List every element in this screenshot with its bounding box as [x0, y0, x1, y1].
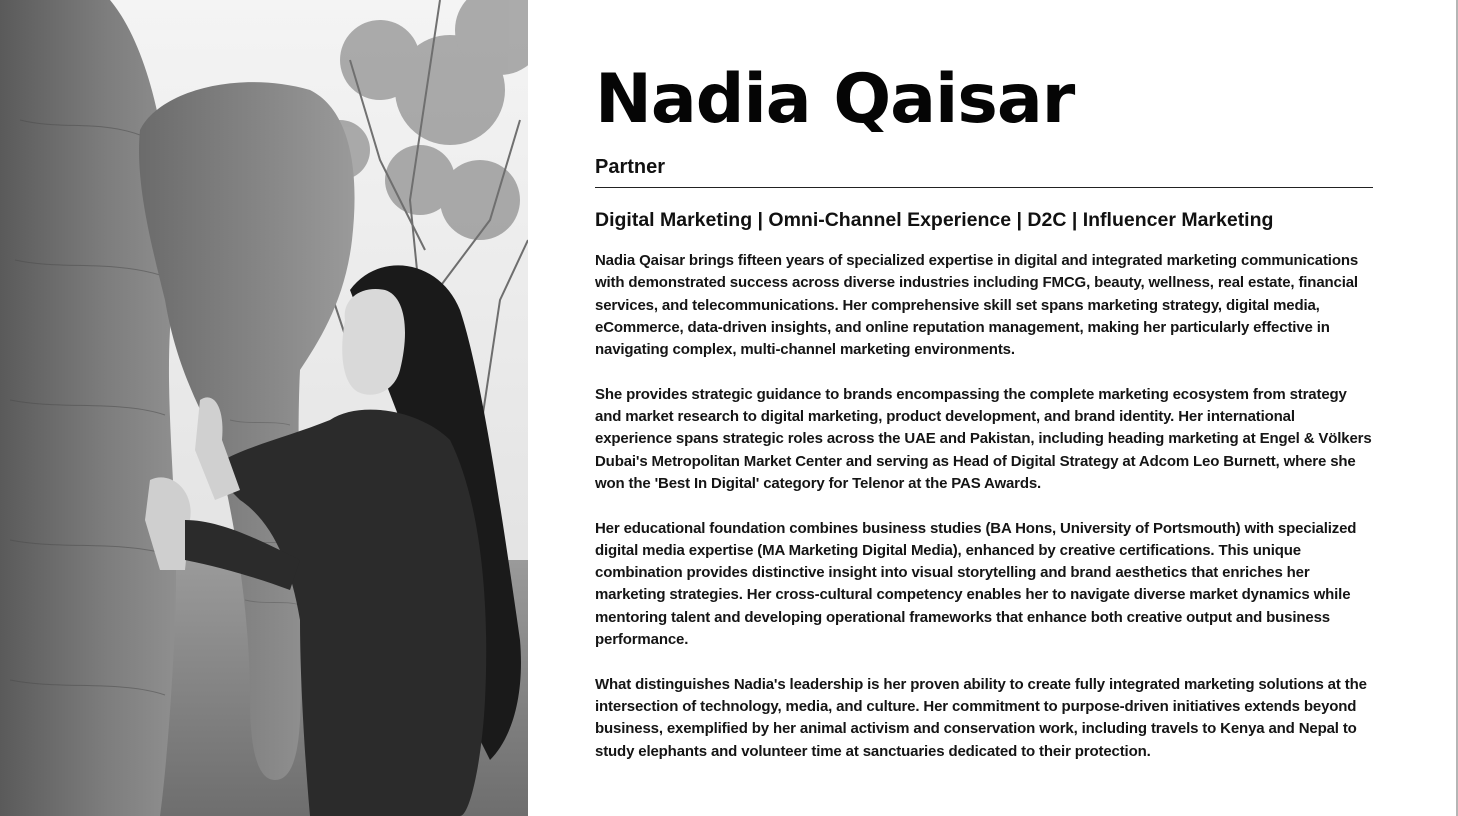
bio-paragraph: She provides strategic guidance to brands encompassing the complete marketing ecosystem from strategy and market research to digital marketing, product development, and brand identity. Her international experience spans strategic roles across the UAE and Pakistan, including heading marketing at Engel & Völkers Dubai's Metropolitan Market Center and serving as Head of Digital Strategy at Adcom Leo Burnett, where she won the 'Best In Digital' category for Telenor at the PAS Awards. — [595, 385, 1372, 492]
bio-paragraph: What distinguishes Nadia's leadership is her proven ability to create fully integrated marketing solutions at the intersection of technology, media, and culture. Her commitment to purpose-driven initiatives extends beyond business, exemplified by her animal activism and conservation work, including travels to Kenya and Nepal to study elephants and volunteer time at sanctuaries dedicated to their protection. — [595, 675, 1367, 760]
portrait-photo-icon — [0, 0, 528, 816]
profile-bio — [595, 250, 1375, 763]
bio-paragraph: Nadia Qaisar brings fifteen years of specialized expertise in digital and integrated marketing communications with demonstrated success across diverse industries including FMCG, beauty, wellness, real estate, financial services, and telecommunications. Her comprehensive skill set spans marketing strategy, digital media, eCommerce, data-driven insights, and online reputation management, making her particularly effective in navigating complex, multi-channel marketing environments. — [595, 252, 1359, 359]
divider — [595, 187, 1373, 188]
profile-role: Partner — [595, 156, 666, 178]
profile-name: Nadia Qaisar — [595, 60, 1075, 139]
profile-content — [595, 60, 1375, 763]
profile-tagline: Digital Marketing | Omni-Channel Experience | D2C | Influencer Marketing — [595, 209, 1274, 231]
profile-photo — [0, 0, 528, 816]
bio-paragraph: Her educational foundation combines business studies (BA Hons, University of Portsmouth) with specialized digital media expertise (MA Marketing Digital Media), enhanced by creative certifications. This unique combination provides distinctive insight into visual storytelling and brand aesthetics that enriches her marketing strategies. Her cross-cultural competency enables her to navigate diverse market dynamics while mentoring talent and developing operational frameworks that enhance both creative output and business performance. — [595, 519, 1357, 649]
